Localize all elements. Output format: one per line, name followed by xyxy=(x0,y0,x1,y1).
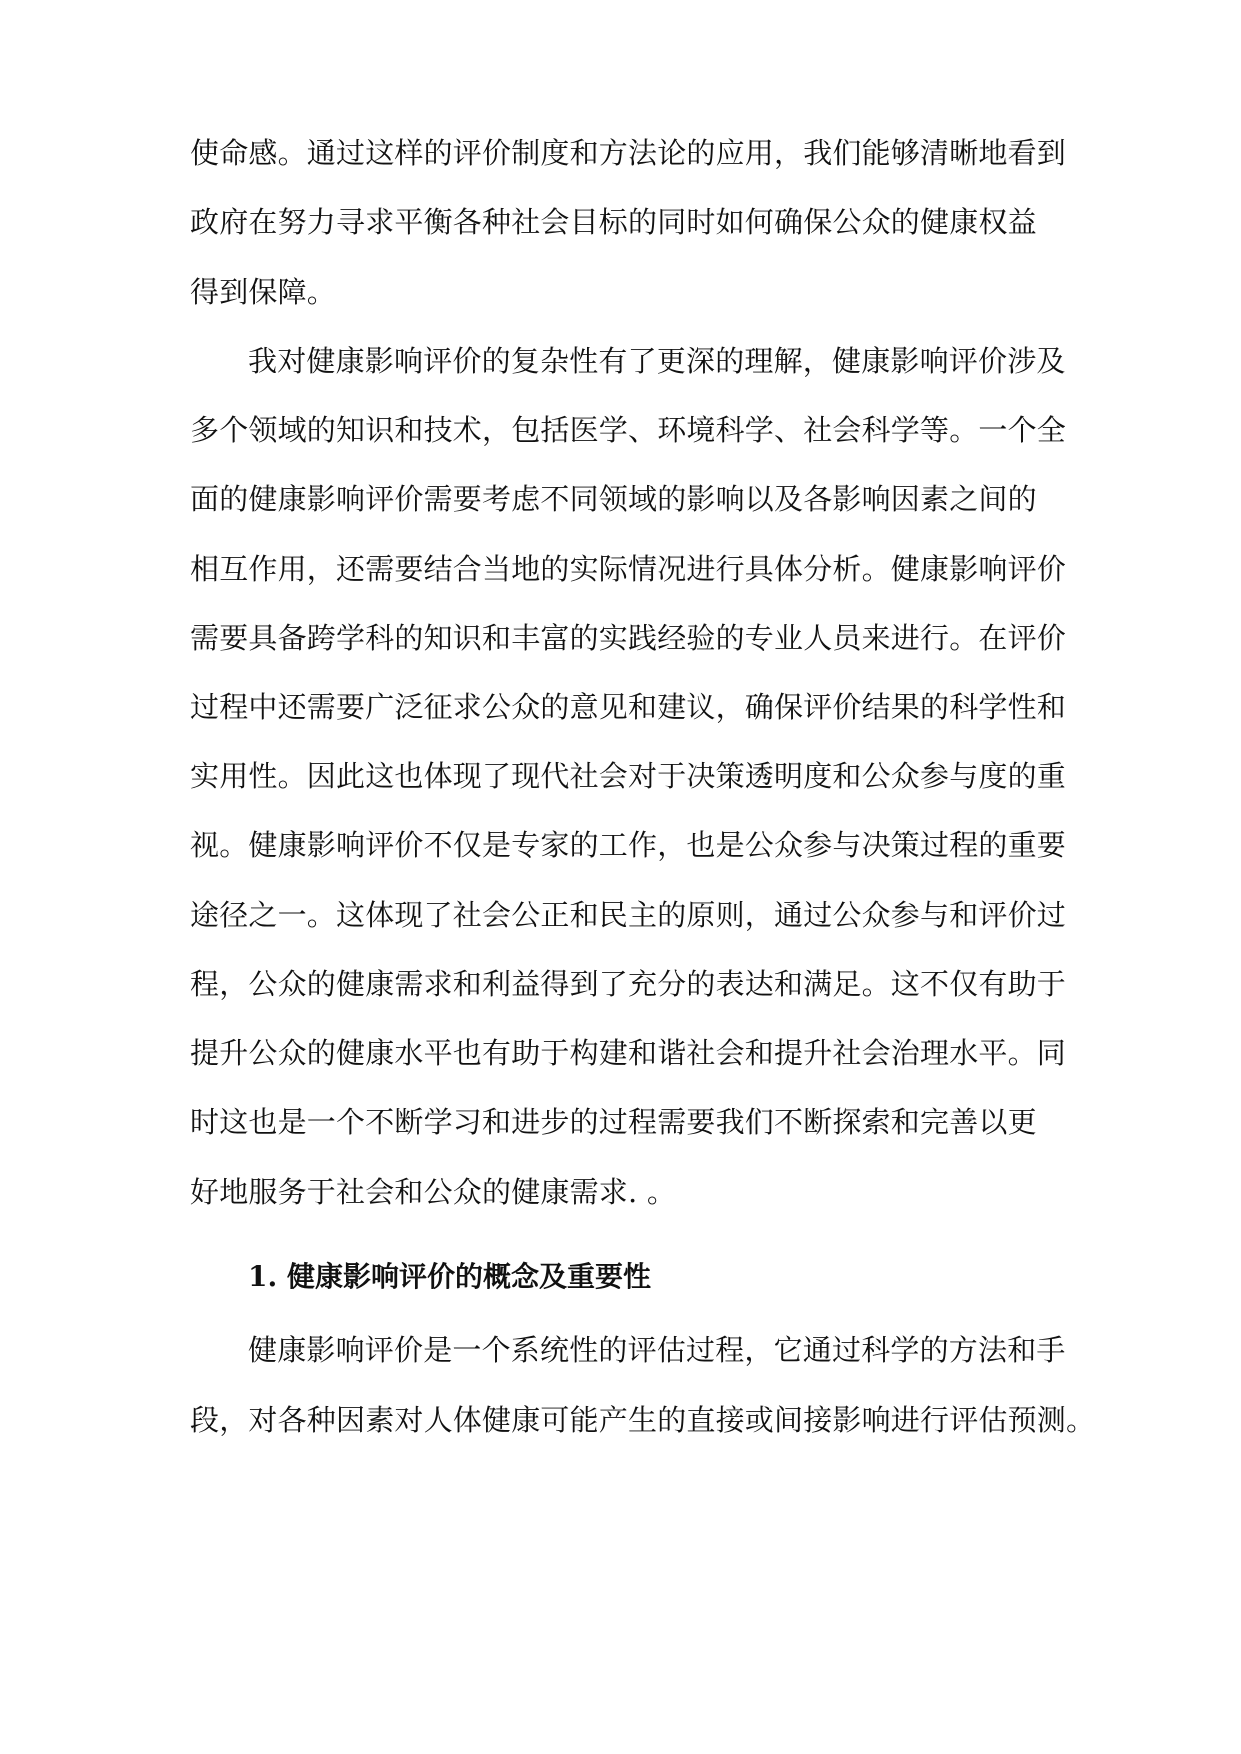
para3-line-2: 段，对各种因素对人体健康可能产生的直接或间接影响进行评估预测。 xyxy=(190,1403,1096,1437)
para2-line-3: 面的健康影响评价需要考虑不同领域的影响以及各影响因素之间的 xyxy=(190,482,1037,516)
para2-line-5: 需要具备跨学科的知识和丰富的实践经验的专业人员来进行。在评价 xyxy=(190,621,1067,655)
para1-line-3: 得到保障。 xyxy=(190,275,337,309)
para3-line-1: 健康影响评价是一个系统性的评估过程，它通过科学的方法和手 xyxy=(248,1333,1066,1367)
para2-line-11: 提升公众的健康水平也有助于构建和谐社会和提升社会治理水平。同 xyxy=(190,1036,1067,1070)
para2-line-4: 相互作用，还需要结合当地的实际情况进行具体分析。健康影响评价 xyxy=(190,552,1067,586)
section-heading: 1. 健康影响评价的概念及重要性 xyxy=(248,1260,651,1293)
para2-line-6: 过程中还需要广泛征求公众的意见和建议，确保评价结果的科学性和 xyxy=(190,690,1067,724)
para1-line-2: 政府在努力寻求平衡各种社会目标的同时如何确保公众的健康权益 xyxy=(190,205,1037,239)
para2-line-10: 程，公众的健康需求和利益得到了充分的表达和满足。这不仅有助于 xyxy=(190,967,1067,1001)
para1-line-1: 使命感。通过这样的评价制度和方法论的应用，我们能够清晰地看到 xyxy=(190,136,1067,170)
para2-line-13: 好地服务于社会和公众的健康需求. 。 xyxy=(190,1175,677,1209)
para2-line-1: 我对健康影响评价的复杂性有了更深的理解，健康影响评价涉及 xyxy=(248,344,1066,378)
para2-line-8: 视。健康影响评价不仅是专家的工作，也是公众参与决策过程的重要 xyxy=(190,828,1067,862)
para2-line-2: 多个领域的知识和技术，包括医学、环境科学、社会科学等。一个全 xyxy=(190,413,1067,447)
para2-line-12: 时这也是一个不断学习和进步的过程需要我们不断探索和完善以更 xyxy=(190,1105,1037,1139)
para2-line-7: 实用性。因此这也体现了现代社会对于决策透明度和公众参与度的重 xyxy=(190,759,1067,793)
para2-line-9: 途径之一。这体现了社会公正和民主的原则，通过公众参与和评价过 xyxy=(190,898,1067,932)
